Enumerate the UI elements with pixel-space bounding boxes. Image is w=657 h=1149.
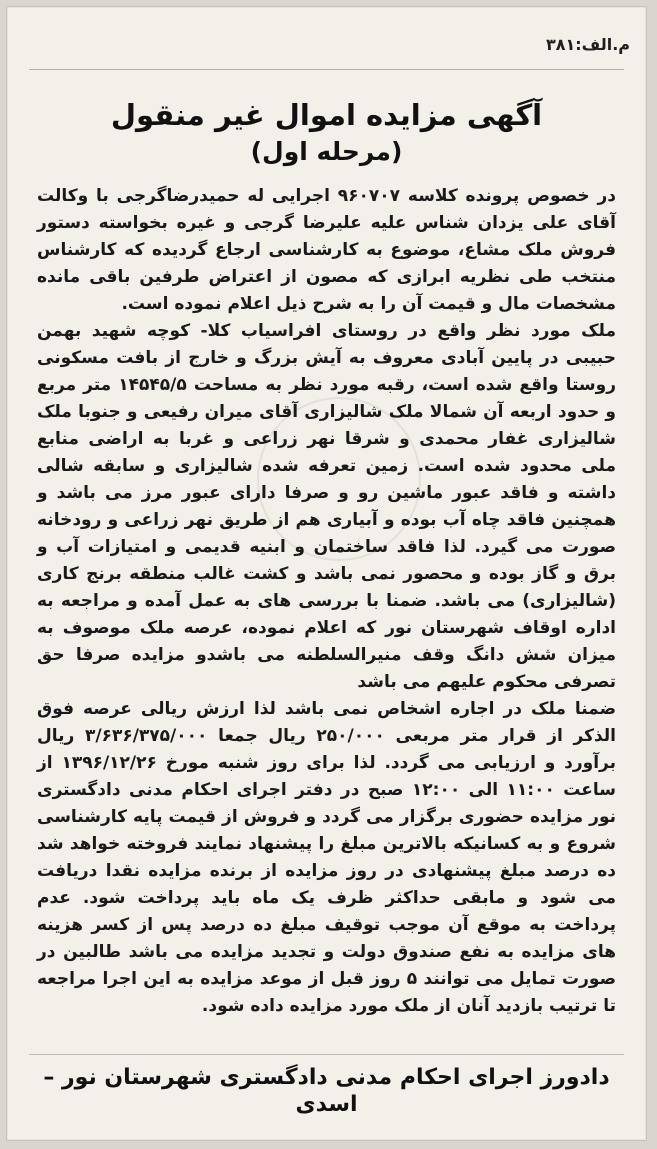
bottom-divider [29,1054,624,1055]
top-divider [29,69,624,70]
notice-code: م.الف:۳۸۱ [545,35,630,54]
notice-body [37,183,616,1063]
paragraph-intro: در خصوص پرونده کلاسه ۹۶۰۷۰۷ اجرایی له حمیدرضاگرجی با وکالت آقای علی یزدان شناس علیه علیرضا گرجی و غیره بخواسته دستور فروش ملک مشاع، موضوع به کارشناسی ارجاع گردیده که کارشناس منتخب طی نظریه ابرازی که مصون از اعتراض طرفین باقی مانده مشخصات مال و قیمت آن را به شرح ذیل اعلام نموده است. [37,186,616,314]
paragraph-auction-terms: ضمنا ملک در اجاره اشخاص نمی باشد لذا ارزش ریالی عرصه فوق الذکر از قرار متر مربعی ۲۵۰/۰۰۰ ریال جمعا ۳/۶۳۶/۳۷۵/۰۰۰ ریال برآورد و ارزیابی می گردد. لذا برای روز شنبه مورخ ۱۳۹۶/۱۲/۲۶ از ساعت ۱۱:۰۰ الی ۱۲:۰۰ صبح در دفتر اجرای احکام مدنی دادگستری نور مزایده حضوری برگزار می گردد و فروش از قیمت پایه کارشناسی شروع و به کسانیکه بالاترین مبلغ را پیشنهاد نمایند فروخته خواهد شد ده درصد مبلغ پیشنهادی در روز مزایده از برنده مزایده نقدا دریافت می شود و مابقی حداکثر ظرف یک ماه باید پرداخت شود. عدم پرداخت به موقع آن موجب توقیف مبلغ ده درصد پس از کسر هزینه های مزایده به نفع صندوق دولت و تجدید مزایده می باشد طالبین در صورت تمایل می توانند ۵ روز قبل از موعد مزایده به این اجرا مراجعه تا ترتیب بازدید آنان از ملک مورد مزایده داده شود. [37,699,617,1016]
page-subtitle: (مرحله اول) [250,137,403,167]
newspaper-clipping [6,6,647,1141]
page-title: آگهی مزایده اموال غیر منقول [110,98,543,132]
header [47,99,606,167]
paragraph-property-details: ملک مورد نظر واقع در روستای افراسیاب کلا- کوچه شهید بهمن حبیبی در پایین آبادی معروف به آیش بزرگ و خارج از بافت مسکونی روستا واقع شده است، رقبه مورد نظر به مساحت ۱۴۵۴۵/۵ متر مربع و حدود اربعه آن شمالا ملک شالیزاری آقای میران رفیعی و جنوبا ملک شالیزاری غفار محمدی و شرقا نهر زراعی و غربا به اراضی منابع ملی محدود شده است. زمین تعرفه شده شالیزاری و سابقه شالی داشته و فاقد عبور ماشین رو و صرفا دارای عبور مرز می باشد و همچنین فاقد چاه آب بوده و آبیاری هم از طریق نهر زراعی و رودخانه صورت می گیرد. لذا فاقد ساختمان و ابنیه قدیمی و امتیازات آب و برق و گاز بوده و محصور نمی باشد و کشت غالب منطقه برنج کاری (شالیزاری) می باشد. ضمنا با بررسی های به عمل آمده و مراجعه به اداره اوقاف شهرستان نور که اعلام نموده، عرصه ملک موصوف به میزان شش دانگ وقف منیرالسلطنه می باشدو مزایده صرفا حق تصرفی محکوم علیهم می باشد [37,321,616,692]
signature-line: دادورز اجرای احکام مدنی دادگستری شهرستان نور – اسدی [43,1065,610,1117]
